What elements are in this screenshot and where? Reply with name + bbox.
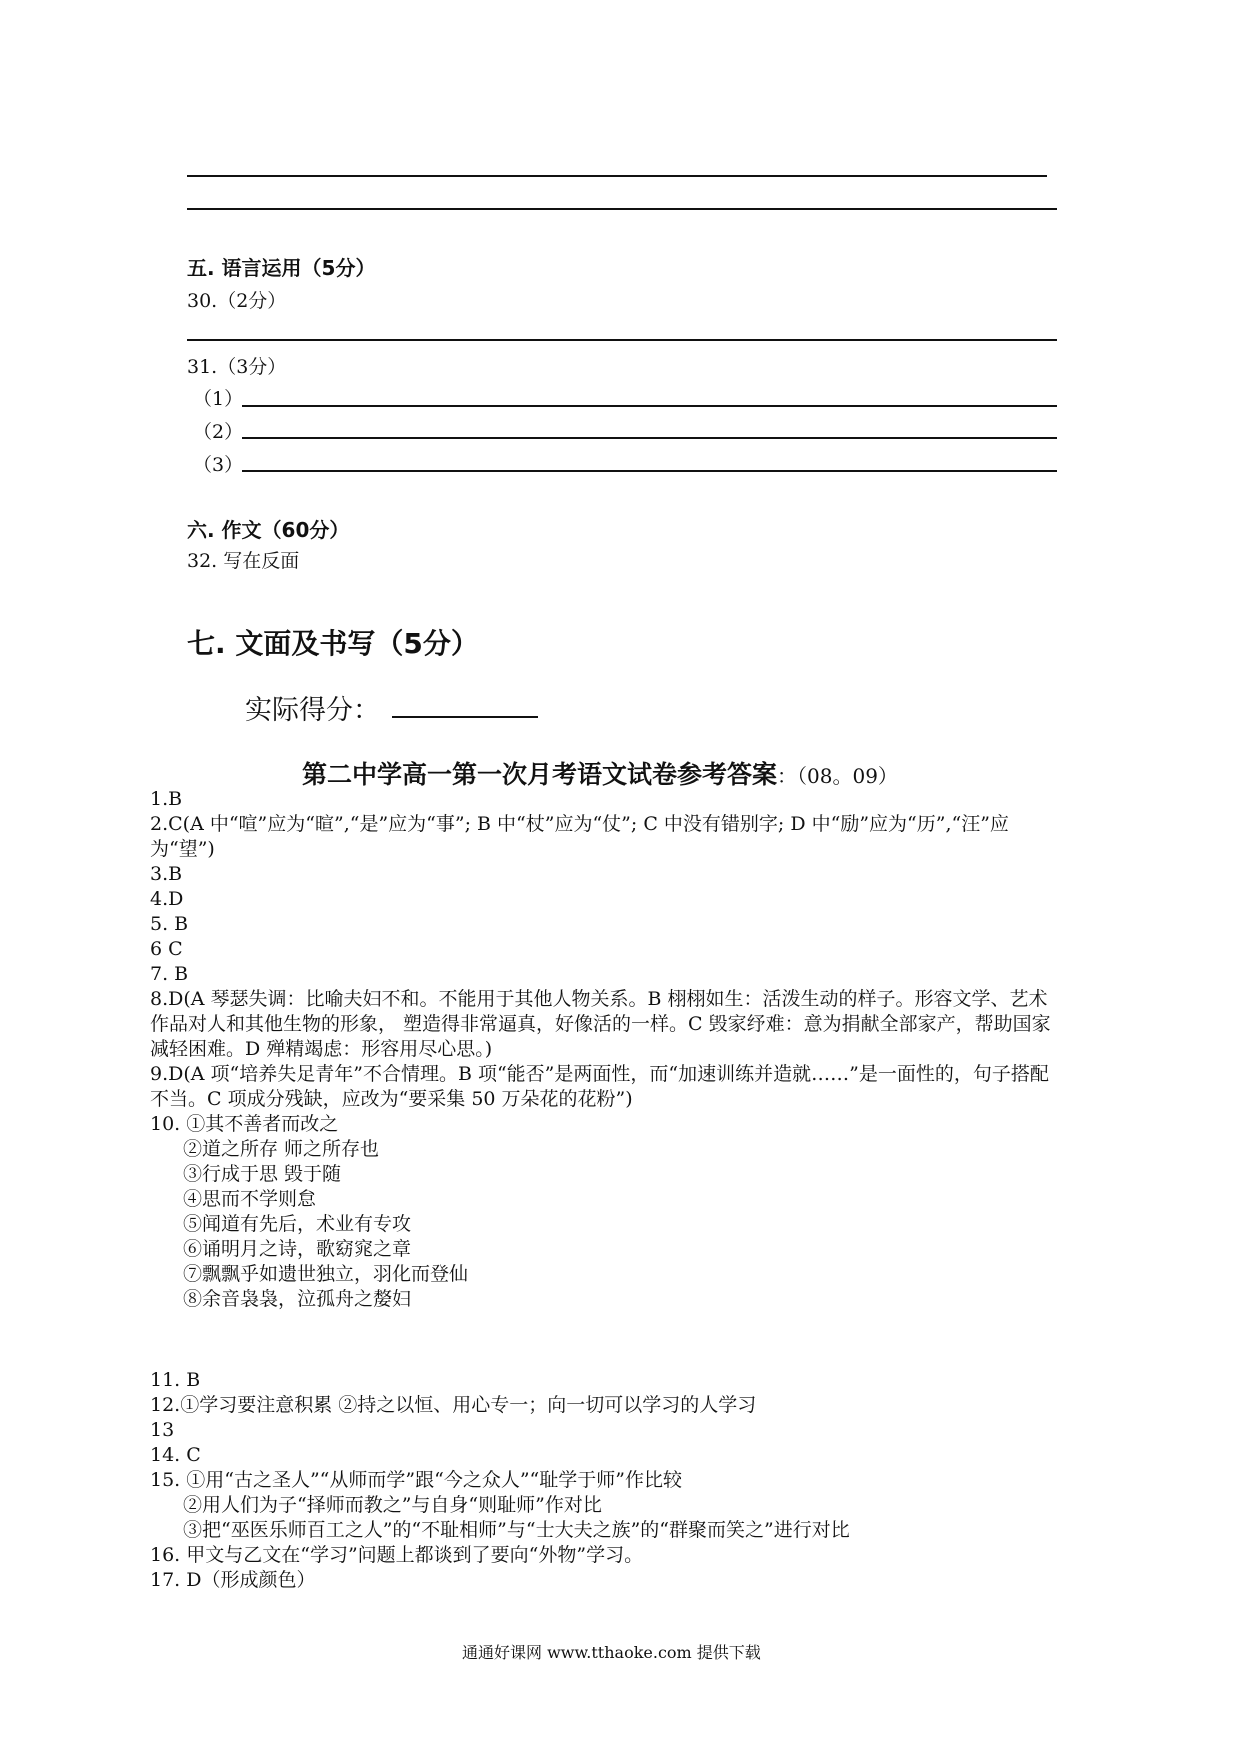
section-5-heading: 五. 语言运用（5分）	[187, 256, 376, 280]
answer-10: 10. ①其不善者而改之	[150, 1113, 339, 1135]
answer-line	[187, 208, 1057, 210]
question-30: 30.（2分）	[187, 290, 287, 312]
sub-question-1: （1）	[193, 388, 244, 410]
answer-12: 12.①学习要注意积累 ②持之以恒、用心专一；向一切可以学习的人学习	[150, 1394, 757, 1416]
answer-15: 15. ①用“古之圣人”“从师而学”跟“今之众人”“耻学于师”作比较	[150, 1469, 682, 1491]
answer-17: 17. D（形成颜色）	[150, 1569, 316, 1591]
answer-1: 1.B	[150, 788, 183, 810]
answer-11: 11. B	[150, 1369, 201, 1391]
answer-10-item: ⑤闻道有先后，术业有专攻	[183, 1213, 412, 1235]
answer-line	[187, 339, 1057, 341]
answer-line	[242, 470, 1057, 472]
answer-7: 7. B	[150, 963, 189, 985]
answer-line	[242, 405, 1057, 407]
answer-line	[242, 437, 1057, 439]
answer-3: 3.B	[150, 863, 183, 885]
score-label: 实际得分：	[245, 695, 380, 726]
score-blank-line	[392, 716, 538, 718]
answer-line	[187, 175, 1047, 177]
question-32: 32. 写在反面	[187, 550, 300, 572]
answer-15-item: ③把“巫医乐师百工之人”的“不耻相师”与“士大夫之族”的“群聚而笑之”进行对比	[183, 1519, 850, 1541]
answers-title-text: 第二中学高一第一次月考语文试卷参考答案	[302, 760, 778, 789]
section-7-heading: 七. 文面及书写（5分）	[187, 627, 479, 660]
answer-5: 5. B	[150, 913, 189, 935]
answer-10-item: ④思而不学则怠	[183, 1188, 317, 1210]
answer-13: 13	[150, 1419, 175, 1441]
answer-9: 9.D(A 项“培养失足青年”不合情理。B 项“能否”是两面性，而“加速训练并造就……”是一面性的，句子搭配不当。C 项成分残缺，应改为“要采集 50 万朵花的花粉”)	[150, 1063, 1049, 1110]
answer-10-item: ⑧余音袅袅，泣孤舟之嫠妇	[183, 1288, 412, 1310]
question-31: 31.（3分）	[187, 356, 287, 378]
answer-10-item: ③行成于思 毁于随	[183, 1163, 342, 1185]
sub-question-2: （2）	[193, 421, 244, 443]
answer-14: 14. C	[150, 1444, 201, 1466]
answer-15-item: ②用人们为子“择师而教之”与自身“则耻师”作对比	[183, 1494, 602, 1516]
answer-6: 6 C	[150, 938, 183, 960]
answer-10-item: ⑥诵明月之诗，歌窈窕之章	[183, 1238, 412, 1260]
answer-10-item: ②道之所存 师之所存也	[183, 1138, 380, 1160]
answer-2: 2.C(A 中“喧”应为“暄”,“是”应为“事”; B 中“杖”应为“仗”; C 中没有错别字; D 中“励”应为“历”,“汪”应为“望”)	[150, 813, 1009, 860]
section-6-heading: 六. 作文（60分）	[187, 518, 350, 542]
answer-16: 16. 甲文与乙文在“学习”问题上都谈到了要向“外物”学习。	[150, 1544, 644, 1566]
answers-title	[302, 755, 898, 791]
sub-question-3: （3）	[193, 454, 244, 476]
footer-text: 通通好课网 www.tthaoke.com 提供下载	[462, 1643, 761, 1662]
answers-date: ：（08。09）	[777, 764, 898, 788]
answer-8: 8.D(A 琴瑟失调：比喻夫妇不和。不能用于其他人物关系。B 栩栩如生：活泼生动的样子。形容文学、艺术作品对人和其他生物的形象， 塑造得非常逼真，好像活的一样。C 毁家纾难：意为捐献全部家产，帮助国家减轻困难。D 殚精竭虑：形容用尽心思。)	[150, 988, 1051, 1060]
answer-10-item: ⑦飘飘乎如遗世独立，羽化而登仙	[183, 1263, 469, 1285]
answer-4: 4.D	[150, 888, 184, 910]
